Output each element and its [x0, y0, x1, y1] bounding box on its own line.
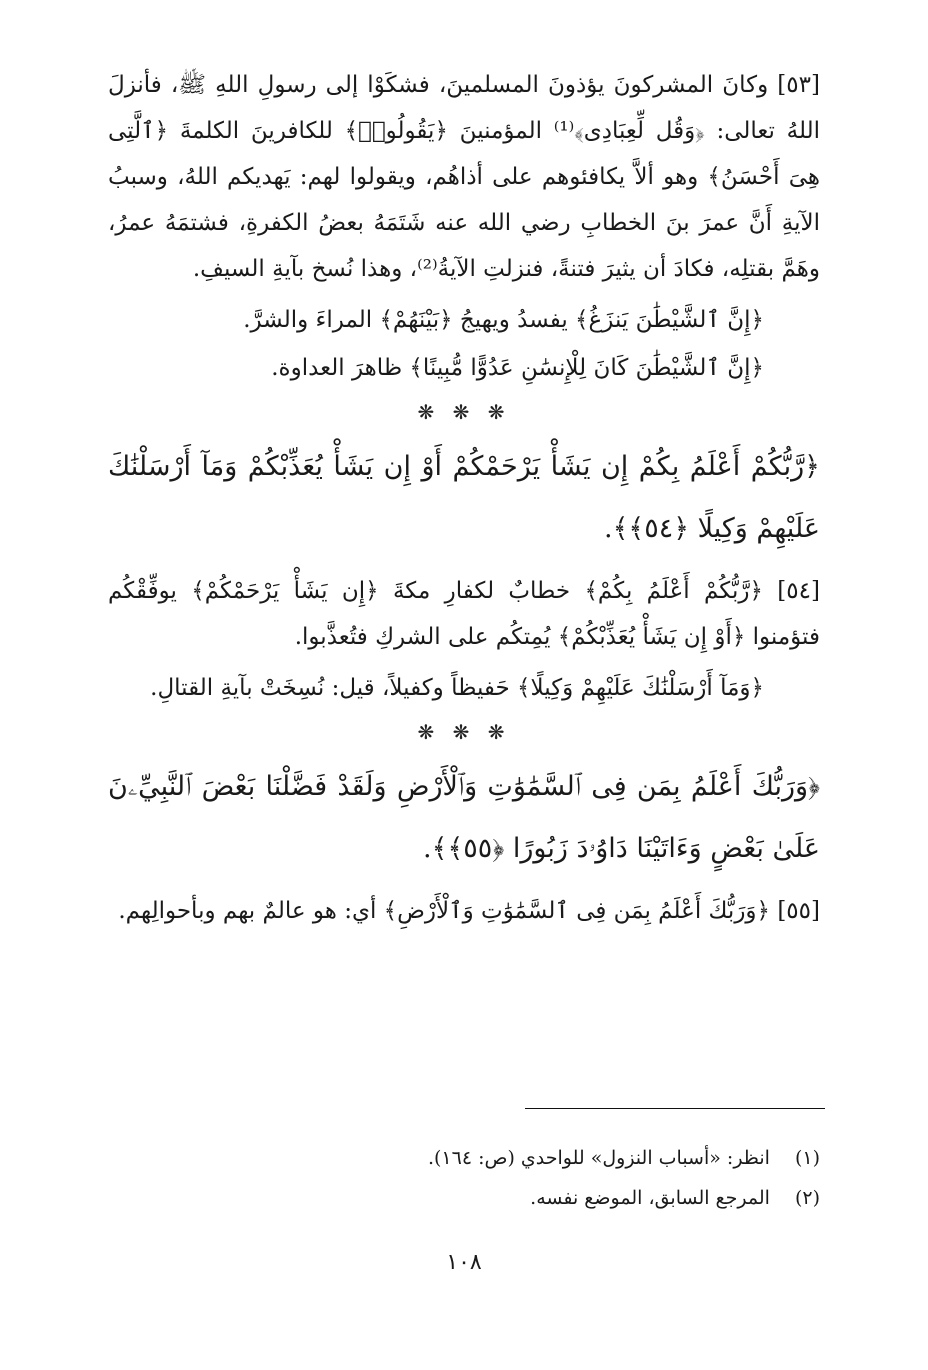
- footnote-item: [108, 1178, 820, 1218]
- commentary-line-53b: ﴿إِنَّ ٱلشَّيْطَٰنَ كَانَ لِلْإِنسَٰنِ عَدُوًّا مُّبِينًا﴾ ظاهرَ العداوة.: [271, 355, 764, 381]
- footnote-number: (١): [794, 1147, 820, 1169]
- commentary-line-53a: ﴿إِنَّ ٱلشَّيْطَٰنَ يَنزَغُ﴾ يفسدُ ويهيجُ ﴿بَيْنَهُمْ﴾ المراءَ والشرَّ.: [243, 307, 764, 333]
- section-separator: ❋ ❋ ❋: [417, 400, 511, 424]
- section-separator: ❋ ❋ ❋: [417, 720, 511, 744]
- commentary-line-54a: ﴿وَمَآ أَرْسَلْنَٰكَ عَلَيْهِمْ وَكِيلًا﴾ حَفيظاً وكفيلاً، قيل: نُسِخَتْ بآيةِ القتالِ.: [150, 675, 764, 701]
- page-body: [108, 62, 820, 940]
- page-number: ١٠٨: [446, 1250, 482, 1275]
- quran-verse-55: ﴿وَرَبُّكَ أَعْلَمُ بِمَن فِى ٱلسَّمَٰوَٰتِ وَٱلْأَرْضِ وَلَقَدْ فَضَّلْنَا بَعْضَ ٱلنَّبِيِّۦنَ عَلَىٰ بَعْضٍ وَءَاتَيْنَا دَاوُۥدَ زَبُورًا ﴿٥٥﴾﴾.: [108, 771, 820, 864]
- footnote-text: انظر: «أسباب النزول» للواحدي (ص: ١٦٤).: [427, 1147, 770, 1169]
- footnotes: [108, 1138, 820, 1218]
- footnote-item: [108, 1138, 820, 1178]
- footnote-text: المرجع السابق، الموضع نفسه.: [530, 1187, 770, 1209]
- paragraph-53: [٥٣] وكانَ المشركونَ يؤذونَ المسلمينَ، فشكَوْا إلى رسولِ اللهِ ﷺ، فأنزلَ اللهُ تعالى: ﴿وَقُل لِّعِبَادِى﴾⁽¹⁾ المؤمنينَ ﴿يَقُولُوا۟﴾ للكافرينَ الكلمةَ ﴿ٱلَّتِى هِىَ أَحْسَنُ﴾ وهو ألاَّ يكافئوهم على أذاهُم، ويقولوا لهم: يَهديكم اللهُ، وسببُ الآيةِ أَنَّ عمرَ بنَ الخطابِ رضي الله عنه شَتَمَهُ بعضُ الكفرةِ، فشتمَهُ عمرُ، وهَمَّ بقتلِه، فكادَ أن يثيرَ فتنةً، فنزلتِ الآيةُ⁽²⁾، وهذا نُسخ بآيةِ السيفِ.: [108, 72, 820, 282]
- paragraph-55: [٥٥] ﴿وَرَبُّكَ أَعْلَمُ بِمَن فِى ٱلسَّمَٰوَٰتِ وَٱلْأَرْضِ﴾ أي: هو عالمٌ بهم وبأحوالِهم.: [118, 898, 820, 924]
- footnote-divider: [525, 1108, 825, 1109]
- footnote-number: (٢): [794, 1187, 820, 1209]
- paragraph-54: [٥٤] ﴿رَّبُّكُمْ أَعْلَمُ بِكُمْ﴾ خطابٌ لكفارِ مكةَ ﴿إِن يَشَأْ يَرْحَمْكُمْ﴾ يوفِّقْكُم فتؤمنوا ﴿أَوْ إِن يَشَأْ يُعَذِّبْكُمْ﴾ يُمِتكُم على الشركِ فتُعذَّبوا.: [108, 578, 820, 650]
- quran-verse-54: ﴿رَّبُّكُمْ أَعْلَمُ بِكُمْ إِن يَشَأْ يَرْحَمْكُمْ أَوْ إِن يَشَأْ يُعَذِّبْكُمْ وَمَآ أَرْسَلْنَٰكَ عَلَيْهِمْ وَكِيلًا ﴿٥٤﴾﴾.: [108, 451, 820, 544]
